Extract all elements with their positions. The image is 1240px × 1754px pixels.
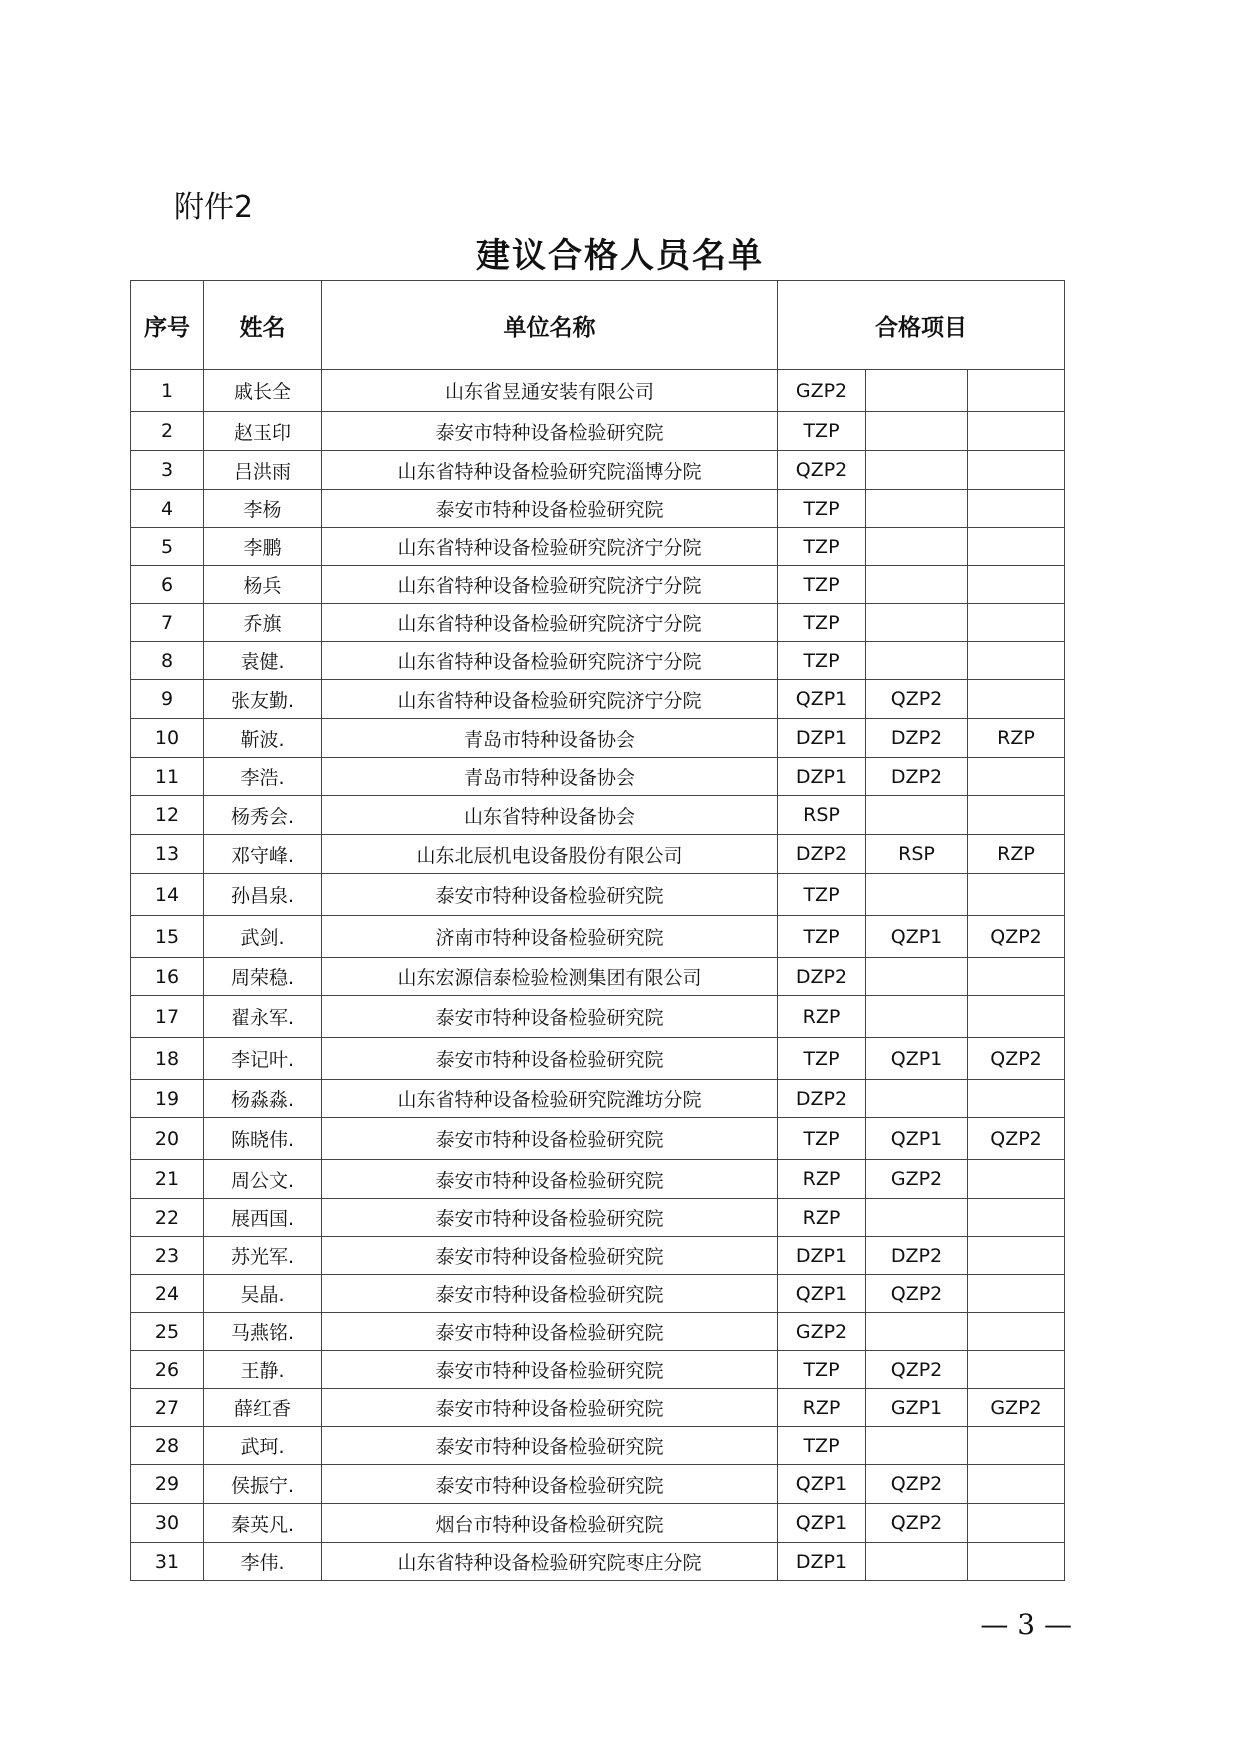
- cell-seq: 31: [131, 1543, 204, 1581]
- cell-item-1: DZP1: [778, 758, 866, 796]
- cell-item-1: DZP1: [778, 719, 866, 758]
- cell-item-2: QZP2: [866, 1465, 968, 1504]
- cell-unit: 青岛市特种设备协会: [322, 719, 778, 758]
- cell-unit: 山东省特种设备检验研究院淄博分院: [322, 451, 778, 490]
- cell-unit: 泰安市特种设备检验研究院: [322, 1199, 778, 1237]
- cell-item-1: TZP: [778, 490, 866, 528]
- cell-seq: 27: [131, 1389, 204, 1427]
- cell-seq: 9: [131, 680, 204, 719]
- cell-name: 靳波.: [204, 719, 322, 758]
- cell-item-1: TZP: [778, 528, 866, 566]
- table-row: [131, 1275, 1065, 1313]
- cell-unit: 山东省特种设备检验研究院济宁分院: [322, 642, 778, 680]
- table-row: [131, 996, 1065, 1038]
- cell-item-1: QZP1: [778, 1504, 866, 1543]
- table-row: [131, 490, 1065, 528]
- cell-seq: 24: [131, 1275, 204, 1313]
- cell-item-2: [866, 566, 968, 604]
- cell-item-1: TZP: [778, 1038, 866, 1080]
- table-header-row: [131, 281, 1065, 370]
- cell-unit: 山东省特种设备检验研究院枣庄分院: [322, 1543, 778, 1581]
- cell-name: 秦英凡.: [204, 1504, 322, 1543]
- cell-item-1: TZP: [778, 874, 866, 916]
- cell-name: 杨淼淼.: [204, 1080, 322, 1118]
- table-row: [131, 1160, 1065, 1199]
- cell-unit: 山东省特种设备检验研究院济宁分院: [322, 680, 778, 719]
- cell-item-1: TZP: [778, 604, 866, 642]
- cell-seq: 13: [131, 835, 204, 874]
- cell-seq: 16: [131, 958, 204, 996]
- document-title: 建议合格人员名单: [476, 236, 764, 276]
- cell-item-3: [968, 604, 1065, 642]
- cell-item-3: [968, 1080, 1065, 1118]
- cell-unit: 泰安市特种设备检验研究院: [322, 874, 778, 916]
- cell-item-1: TZP: [778, 916, 866, 958]
- cell-seq: 5: [131, 528, 204, 566]
- cell-name: 李浩.: [204, 758, 322, 796]
- cell-item-2: [866, 874, 968, 916]
- cell-unit: 泰安市特种设备检验研究院: [322, 996, 778, 1038]
- cell-item-1: QZP1: [778, 680, 866, 719]
- cell-unit: 泰安市特种设备检验研究院: [322, 1118, 778, 1160]
- cell-name: 吴晶.: [204, 1275, 322, 1313]
- cell-unit: 山东北辰机电设备股份有限公司: [322, 835, 778, 874]
- table-row: [131, 680, 1065, 719]
- cell-unit: 泰安市特种设备检验研究院: [322, 1465, 778, 1504]
- cell-name: 周公文.: [204, 1160, 322, 1199]
- cell-item-2: [866, 1199, 968, 1237]
- cell-item-3: [968, 680, 1065, 719]
- cell-unit: 山东省昱通安装有限公司: [322, 370, 778, 412]
- cell-item-3: [968, 758, 1065, 796]
- cell-unit: 山东省特种设备检验研究院济宁分院: [322, 528, 778, 566]
- cell-name: 李伟.: [204, 1543, 322, 1581]
- table-row: [131, 566, 1065, 604]
- cell-item-2: QZP1: [866, 916, 968, 958]
- cell-item-2: [866, 642, 968, 680]
- cell-name: 李鹏: [204, 528, 322, 566]
- qualified-personnel-table: [130, 280, 1065, 1581]
- cell-seq: 29: [131, 1465, 204, 1504]
- cell-name: 王静.: [204, 1351, 322, 1389]
- cell-item-2: QZP2: [866, 1504, 968, 1543]
- cell-item-3: [968, 1504, 1065, 1543]
- cell-unit: 泰安市特种设备检验研究院: [322, 490, 778, 528]
- cell-item-3: [968, 566, 1065, 604]
- attachment-label: 附件2: [174, 190, 254, 225]
- cell-seq: 22: [131, 1199, 204, 1237]
- cell-item-3: RZP: [968, 835, 1065, 874]
- cell-item-2: GZP2: [866, 1160, 968, 1199]
- cell-seq: 11: [131, 758, 204, 796]
- cell-name: 李杨: [204, 490, 322, 528]
- header-unit: 单位名称: [322, 281, 778, 370]
- table-row: [131, 1351, 1065, 1389]
- cell-unit: 泰安市特种设备检验研究院: [322, 1038, 778, 1080]
- cell-item-3: [968, 796, 1065, 835]
- cell-item-3: [968, 412, 1065, 451]
- cell-item-1: TZP: [778, 642, 866, 680]
- cell-seq: 6: [131, 566, 204, 604]
- cell-item-1: TZP: [778, 1118, 866, 1160]
- cell-item-1: QZP2: [778, 451, 866, 490]
- cell-unit: 山东宏源信泰检验检测集团有限公司: [322, 958, 778, 996]
- table-row: [131, 528, 1065, 566]
- cell-item-1: RZP: [778, 1199, 866, 1237]
- cell-name: 武珂.: [204, 1427, 322, 1465]
- cell-item-2: [866, 1080, 968, 1118]
- cell-item-3: [968, 1275, 1065, 1313]
- table-row: [131, 719, 1065, 758]
- cell-item-2: QZP1: [866, 1038, 968, 1080]
- cell-seq: 12: [131, 796, 204, 835]
- table-row: [131, 1389, 1065, 1427]
- cell-name: 袁健.: [204, 642, 322, 680]
- cell-item-1: QZP1: [778, 1465, 866, 1504]
- cell-seq: 26: [131, 1351, 204, 1389]
- cell-item-1: TZP: [778, 1427, 866, 1465]
- header-seq: 序号: [131, 281, 204, 370]
- cell-seq: 10: [131, 719, 204, 758]
- cell-item-1: QZP1: [778, 1275, 866, 1313]
- cell-item-3: [968, 1465, 1065, 1504]
- cell-name: 杨秀会.: [204, 796, 322, 835]
- cell-unit: 青岛市特种设备协会: [322, 758, 778, 796]
- cell-item-3: QZP2: [968, 1118, 1065, 1160]
- cell-item-2: [866, 528, 968, 566]
- cell-seq: 8: [131, 642, 204, 680]
- cell-item-2: DZP2: [866, 1237, 968, 1275]
- cell-item-2: QZP1: [866, 1118, 968, 1160]
- table-body: [131, 370, 1065, 1581]
- cell-item-1: DZP2: [778, 958, 866, 996]
- cell-name: 薛红香: [204, 1389, 322, 1427]
- cell-item-3: [968, 874, 1065, 916]
- cell-unit: 泰安市特种设备检验研究院: [322, 412, 778, 451]
- table-row: [131, 1038, 1065, 1080]
- cell-item-3: [968, 996, 1065, 1038]
- cell-name: 赵玉印: [204, 412, 322, 451]
- cell-item-3: [968, 451, 1065, 490]
- cell-item-1: RSP: [778, 796, 866, 835]
- cell-item-1: RZP: [778, 1160, 866, 1199]
- cell-item-1: TZP: [778, 412, 866, 451]
- cell-item-2: [866, 958, 968, 996]
- cell-item-1: GZP2: [778, 1313, 866, 1351]
- cell-name: 武剑.: [204, 916, 322, 958]
- table-row: [131, 451, 1065, 490]
- cell-name: 翟永军.: [204, 996, 322, 1038]
- cell-item-3: RZP: [968, 719, 1065, 758]
- cell-item-2: [866, 1543, 968, 1581]
- cell-unit: 泰安市特种设备检验研究院: [322, 1351, 778, 1389]
- cell-unit: 山东省特种设备检验研究院济宁分院: [322, 604, 778, 642]
- table-row: [131, 370, 1065, 412]
- cell-seq: 18: [131, 1038, 204, 1080]
- cell-item-2: [866, 604, 968, 642]
- table-row: [131, 835, 1065, 874]
- cell-seq: 4: [131, 490, 204, 528]
- cell-name: 戚长全: [204, 370, 322, 412]
- cell-unit: 山东省特种设备检验研究院济宁分院: [322, 566, 778, 604]
- cell-name: 周荣稳.: [204, 958, 322, 996]
- header-name: 姓名: [204, 281, 322, 370]
- cell-seq: 20: [131, 1118, 204, 1160]
- cell-item-2: [866, 451, 968, 490]
- table-row: [131, 604, 1065, 642]
- cell-unit: 山东省特种设备检验研究院潍坊分院: [322, 1080, 778, 1118]
- cell-seq: 3: [131, 451, 204, 490]
- cell-unit: 泰安市特种设备检验研究院: [322, 1389, 778, 1427]
- cell-item-1: DZP2: [778, 835, 866, 874]
- table-row: [131, 1313, 1065, 1351]
- cell-seq: 7: [131, 604, 204, 642]
- cell-item-2: RSP: [866, 835, 968, 874]
- cell-seq: 15: [131, 916, 204, 958]
- table-row: [131, 1237, 1065, 1275]
- cell-name: 张友勤.: [204, 680, 322, 719]
- cell-item-2: DZP2: [866, 758, 968, 796]
- cell-seq: 1: [131, 370, 204, 412]
- cell-name: 乔旗: [204, 604, 322, 642]
- table-row: [131, 758, 1065, 796]
- cell-seq: 28: [131, 1427, 204, 1465]
- table-row: [131, 874, 1065, 916]
- cell-seq: 30: [131, 1504, 204, 1543]
- table-row: [131, 1118, 1065, 1160]
- cell-item-1: GZP2: [778, 370, 866, 412]
- cell-item-2: [866, 1427, 968, 1465]
- cell-item-1: TZP: [778, 1351, 866, 1389]
- cell-unit: 泰安市特种设备检验研究院: [322, 1275, 778, 1313]
- cell-unit: 烟台市特种设备检验研究院: [322, 1504, 778, 1543]
- cell-item-3: [968, 490, 1065, 528]
- cell-unit: 山东省特种设备协会: [322, 796, 778, 835]
- cell-item-2: [866, 996, 968, 1038]
- cell-item-2: [866, 490, 968, 528]
- cell-name: 苏光军.: [204, 1237, 322, 1275]
- cell-name: 侯振宁.: [204, 1465, 322, 1504]
- cell-item-1: RZP: [778, 996, 866, 1038]
- table-row: [131, 958, 1065, 996]
- page-number: — 3 —: [980, 1608, 1072, 1641]
- cell-name: 杨兵: [204, 566, 322, 604]
- cell-unit: 泰安市特种设备检验研究院: [322, 1160, 778, 1199]
- table-row: [131, 412, 1065, 451]
- cell-seq: 14: [131, 874, 204, 916]
- cell-item-2: [866, 1313, 968, 1351]
- cell-item-3: GZP2: [968, 1389, 1065, 1427]
- cell-item-3: QZP2: [968, 1038, 1065, 1080]
- table-row: [131, 1543, 1065, 1581]
- table-row: [131, 1199, 1065, 1237]
- cell-name: 陈晓伟.: [204, 1118, 322, 1160]
- cell-name: 马燕铭.: [204, 1313, 322, 1351]
- table-row: [131, 796, 1065, 835]
- cell-item-2: [866, 412, 968, 451]
- cell-item-3: [968, 1313, 1065, 1351]
- cell-item-3: [968, 370, 1065, 412]
- cell-item-2: GZP1: [866, 1389, 968, 1427]
- cell-name: 吕洪雨: [204, 451, 322, 490]
- cell-seq: 2: [131, 412, 204, 451]
- cell-item-2: [866, 796, 968, 835]
- cell-item-2: [866, 370, 968, 412]
- cell-name: 李记叶.: [204, 1038, 322, 1080]
- table-row: [131, 1504, 1065, 1543]
- cell-item-1: DZP2: [778, 1080, 866, 1118]
- table-row: [131, 916, 1065, 958]
- cell-item-3: [968, 1160, 1065, 1199]
- cell-unit: 泰安市特种设备检验研究院: [322, 1313, 778, 1351]
- cell-name: 邓守峰.: [204, 835, 322, 874]
- cell-item-3: [968, 958, 1065, 996]
- cell-item-1: RZP: [778, 1389, 866, 1427]
- cell-item-1: TZP: [778, 566, 866, 604]
- table-row: [131, 642, 1065, 680]
- cell-seq: 25: [131, 1313, 204, 1351]
- cell-item-2: DZP2: [866, 719, 968, 758]
- cell-unit: 泰安市特种设备检验研究院: [322, 1427, 778, 1465]
- table-row: [131, 1427, 1065, 1465]
- header-qualified-items: 合格项目: [778, 281, 1065, 370]
- cell-item-2: QZP2: [866, 680, 968, 719]
- table-row: [131, 1465, 1065, 1504]
- cell-item-3: [968, 1351, 1065, 1389]
- cell-seq: 17: [131, 996, 204, 1038]
- cell-item-3: [968, 1427, 1065, 1465]
- cell-seq: 21: [131, 1160, 204, 1199]
- cell-name: 孙昌泉.: [204, 874, 322, 916]
- cell-item-3: [968, 528, 1065, 566]
- cell-seq: 19: [131, 1080, 204, 1118]
- cell-item-3: [968, 642, 1065, 680]
- table-row: [131, 1080, 1065, 1118]
- cell-item-2: QZP2: [866, 1351, 968, 1389]
- cell-unit: 泰安市特种设备检验研究院: [322, 1237, 778, 1275]
- cell-item-3: [968, 1237, 1065, 1275]
- cell-name: 展西国.: [204, 1199, 322, 1237]
- cell-item-3: [968, 1543, 1065, 1581]
- cell-item-1: DZP1: [778, 1543, 866, 1581]
- cell-unit: 济南市特种设备检验研究院: [322, 916, 778, 958]
- cell-seq: 23: [131, 1237, 204, 1275]
- cell-item-2: QZP2: [866, 1275, 968, 1313]
- cell-item-3: QZP2: [968, 916, 1065, 958]
- cell-item-1: DZP1: [778, 1237, 866, 1275]
- cell-item-3: [968, 1199, 1065, 1237]
